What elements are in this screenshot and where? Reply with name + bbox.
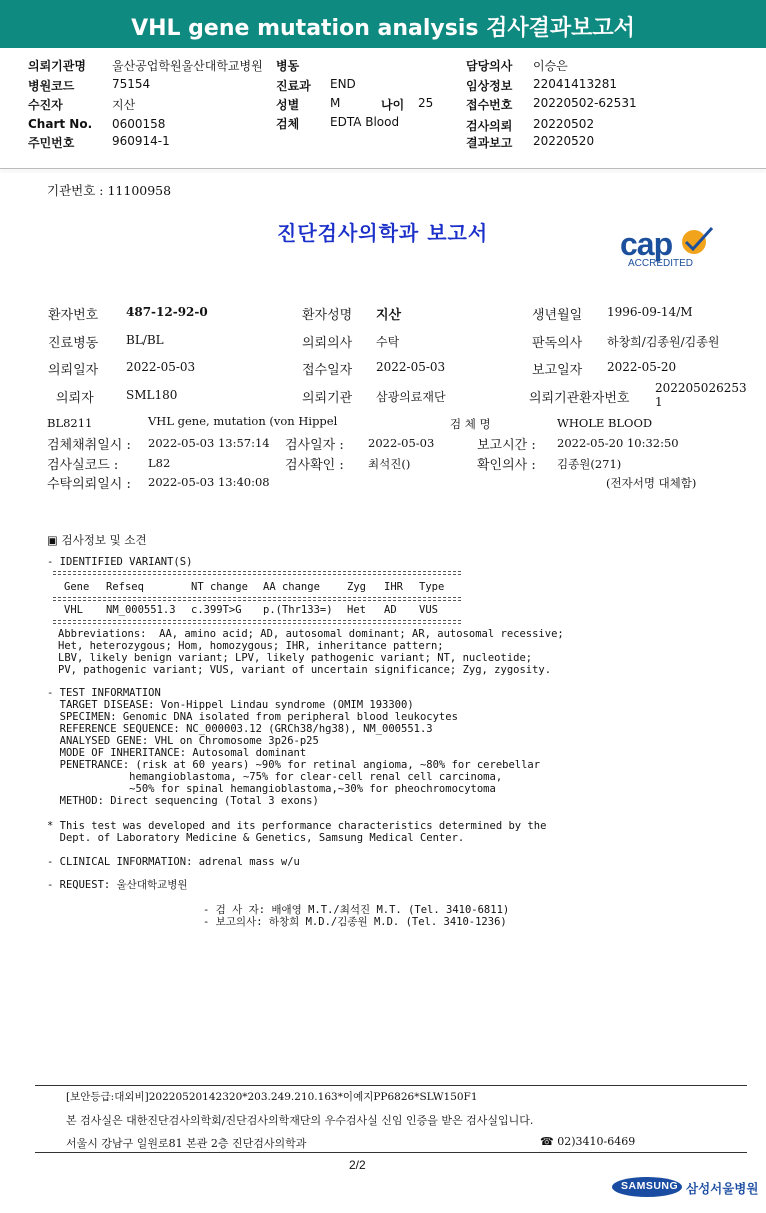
grid-label: 접수일자 [302, 363, 353, 378]
time-label: 수탁의뢰일시 : [47, 477, 131, 492]
header-value: 25 [418, 96, 434, 110]
header-label: 진료과 [276, 79, 311, 93]
time-label: 검사실코드 : [47, 458, 119, 473]
table-rule [53, 623, 461, 624]
time-value: 2022-05-20 10:32:50 [557, 436, 679, 450]
grid-value: 202205026253 [655, 381, 747, 395]
cell: p.(Thr133=) [263, 604, 333, 616]
header-label: 병원코드 [28, 79, 75, 93]
col-header: Gene [64, 581, 90, 593]
grid-label: 의뢰기관 [302, 391, 353, 406]
grid-label: 환자성명 [302, 308, 353, 323]
grid-value: 하창희/김종원/김종원 [607, 335, 720, 349]
samsung-logo-text: SAMSUNG [621, 1180, 679, 1192]
request: - REQUEST: 울산대학교병원 [47, 879, 188, 891]
header-value: 20220502-62531 [533, 96, 637, 110]
grid-label: 의뢰의사 [302, 336, 353, 351]
header-label: 검체 [276, 117, 300, 131]
info-line: MODE OF INHERITANCE: Autosomal dominant [47, 747, 307, 759]
clinical-information: - CLINICAL INFORMATION: adrenal mass w/u [47, 856, 300, 868]
header-label: 접수번호 [466, 98, 513, 112]
time-label: 보고시간 : [477, 438, 536, 453]
test-name: VHL gene, mutation (von Hippel [148, 414, 338, 428]
grid-label: 환자번호 [48, 308, 99, 323]
signer-line: - 보고의사: 하창희 M.D./김종원 M.D. (Tel. 3410-1236) [203, 916, 507, 928]
header-value: 지산 [112, 98, 136, 112]
grid-value: 1 [655, 395, 663, 409]
specimen-label: 검 체 명 [450, 417, 491, 431]
time-label: 확인의사 : [477, 458, 536, 473]
grid-label: 진료병동 [48, 336, 99, 351]
grid-value: 2022-05-20 [607, 360, 677, 374]
header-value: 75154 [112, 77, 151, 91]
abbrev-line: Abbreviations: AA, amino acid; AD, autosomal dominant; AR, autosomal recessive; [58, 628, 564, 640]
header-label: 결과보고 [466, 136, 513, 150]
table-rule [53, 574, 461, 575]
header-label: Chart No. [28, 117, 93, 131]
header-label: 검사의뢰 [466, 119, 513, 133]
col-header: Zyg [347, 581, 366, 593]
table-rule [53, 600, 461, 601]
header-value: 20220502 [533, 117, 595, 131]
time-value: L82 [148, 456, 171, 470]
footer-rule [35, 1085, 747, 1086]
cell: VHL [64, 604, 83, 616]
abbrev-line: LBV, likely benign variant; LPV, likely pathogenic variant; NT, nucleotide; [58, 652, 533, 664]
header-label: 임상정보 [466, 79, 513, 93]
col-header: IHR [384, 581, 403, 593]
info-line: ANALYSED GENE: VHL on Chromosome 3p26-p25 [47, 735, 319, 747]
security-line: [보안등급:대외비]20220520142320*203.249.210.163*이예지PP6826*SLW150F1 [66, 1091, 478, 1103]
time-value: 2022-05-03 [368, 436, 435, 450]
address-text: 서울시 강남구 일원로81 본관 2층 진단검사의학과 [66, 1137, 307, 1150]
time-label: 검사일자 : [285, 438, 344, 453]
grid-value: 삼광의료재단 [376, 390, 446, 404]
cell: Het [347, 604, 366, 616]
time-value: 2022-05-03 13:57:14 [148, 436, 270, 450]
header-divider [0, 168, 766, 169]
signer-line: - 검 사 자: 배애영 M.T./최석진 M.T. (Tel. 3410-6811) [203, 904, 510, 916]
info-line: TARGET DISEASE: Von-Hippel Lindau syndrome (OMIM 193300) [47, 699, 414, 711]
cap-check-icon [672, 224, 718, 260]
cell: VUS [419, 604, 438, 616]
header-label: 담당의사 [466, 59, 513, 73]
cap-accredited: ACCREDITED [628, 258, 694, 269]
report-title: 진단검사의학과 보고서 [277, 221, 489, 245]
header-value: EDTA Blood [330, 115, 400, 129]
phone-number: ☎ 02)3410-6469 [540, 1135, 636, 1148]
abbrev-line: PV, pathogenic variant; VUS, variant of uncertain significance; Zyg, zygosity. [58, 664, 552, 676]
header-label: 나이 [381, 98, 405, 112]
disclaimer-line: Dept. of Laboratory Medicine & Genetics, Samsung Medical Center. [47, 832, 465, 844]
time-value: 최석진() [368, 457, 411, 471]
grid-value: 2022-05-03 [376, 360, 446, 374]
table-rule [53, 620, 461, 621]
abbrev-line: Het, heterozygous; Hom, homozygous; IHR, inheritance pattern; [58, 640, 444, 652]
grid-label: 보고일자 [532, 363, 583, 378]
header-label: 의뢰기관명 [28, 59, 86, 73]
certification-text: 본 검사실은 대한진단검사의학회/진단검사의학재단의 우수검사실 신임 인증을 받은 검사실입니다. [66, 1114, 534, 1127]
time-label: 검사확인 : [285, 458, 344, 473]
header-value: M [330, 96, 341, 110]
time-value: 김종원(271) [557, 457, 622, 471]
hospital-name: 삼성서울병원 [686, 1181, 759, 1196]
col-header: Refseq [106, 581, 144, 593]
info-line: - TEST INFORMATION [47, 687, 161, 699]
header-value: 0600158 [112, 117, 166, 131]
header-value: 20220520 [533, 134, 595, 148]
col-header: Type [419, 581, 445, 593]
grid-value: 487-12-92-0 [126, 305, 208, 319]
time-label: 검체채취일시 : [47, 438, 131, 453]
grid-value: 수탁 [376, 335, 400, 349]
grid-label: 의뢰기관환자번호 [529, 391, 630, 406]
grid-label: 판독의사 [532, 336, 583, 351]
table-rule [53, 571, 461, 572]
specimen-value: WHOLE BLOOD [557, 416, 653, 430]
grid-label: 생년월일 [532, 308, 583, 323]
table-rule [53, 597, 461, 598]
info-line: hemangioblastoma, ~75% for clear-cell renal cell carcinoma, [47, 771, 503, 783]
grid-label: 의뢰일자 [48, 363, 99, 378]
identified-variants-heading: - IDENTIFIED VARIANT(S) [47, 556, 193, 568]
test-code: BL8211 [47, 416, 93, 430]
section-title: ▣ 검사정보 및 소견 [47, 533, 147, 547]
page-number: 2/2 [349, 1158, 366, 1172]
cap-logo-text: cap [620, 226, 673, 262]
header-value: 울산공업학원울산대학교병원 [112, 59, 263, 73]
header-label: 수진자 [28, 98, 63, 112]
header-label: 성별 [276, 98, 300, 112]
header-label: 주민번호 [28, 136, 75, 150]
header-value: END [330, 77, 356, 91]
info-line: ~50% for spinal hemangioblastoma,~30% for pheochromocytoma [47, 783, 496, 795]
grid-value: SML180 [126, 388, 178, 402]
cap-logo [618, 224, 728, 274]
esign-note: (전자서명 대체함) [606, 476, 697, 490]
grid-value: 지산 [376, 308, 402, 323]
info-line: PENETRANCE: (risk at 60 years) ~90% for retinal angioma, ~80% for cerebellar [47, 759, 541, 771]
cell: c.399T>G [191, 604, 242, 616]
report-header-title: VHL gene mutation analysis 검사결과보고서 [0, 0, 766, 48]
footer-rule [35, 1152, 747, 1153]
time-value: 2022-05-03 13:40:08 [148, 475, 270, 489]
grid-value: BL/BL [126, 333, 164, 347]
header-label: 병동 [276, 59, 300, 73]
info-line: SPECIMEN: Genomic DNA isolated from peripheral blood leukocytes [47, 711, 458, 723]
header-value: 960914-1 [112, 134, 170, 148]
grid-label: 의뢰자 [56, 391, 94, 406]
grid-value: 2022-05-03 [126, 360, 196, 374]
cell: NM_000551.3 [106, 604, 176, 616]
col-header: NT change [191, 581, 248, 593]
disclaimer-line: * This test was developed and its performance characteristics determined by the [47, 820, 547, 832]
header-value: 이승은 [533, 59, 568, 73]
grid-value: 1996-09-14/M [607, 305, 693, 319]
col-header: AA change [263, 581, 320, 593]
cell: AD [384, 604, 397, 616]
info-line: METHOD: Direct sequencing (Total 3 exons) [47, 795, 319, 807]
samsung-logo [612, 1176, 682, 1198]
institution-number: 기관번호 : 11100958 [47, 183, 172, 198]
info-line: REFERENCE SEQUENCE: NC_000003.12 (GRCh38/hg38), NM_000551.3 [47, 723, 433, 735]
header-value: 22041413281 [533, 77, 617, 91]
